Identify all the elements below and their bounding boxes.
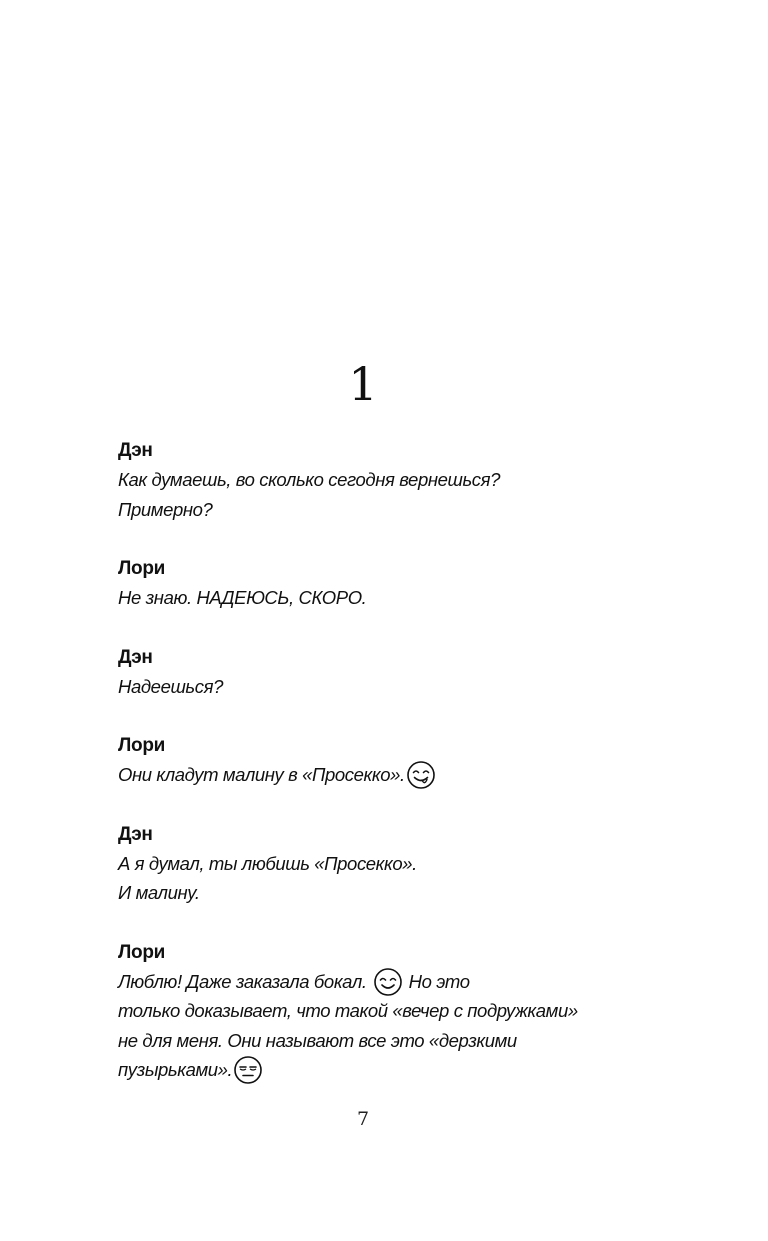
- message-line: не для меня. Они называют все это «дерзкими: [118, 1029, 517, 1051]
- speaker-name: Дэн: [118, 646, 153, 668]
- message-line: Как думаешь, во сколько сегодня вернешься?: [118, 469, 501, 490]
- speaker-name: Дэн: [118, 823, 153, 845]
- smiling-face-icon: [373, 967, 403, 997]
- dialogue-entry: [118, 731, 638, 790]
- speaker-name: Дэн: [118, 440, 153, 461]
- message-line: только доказывает, что такой «вечер с подружками»: [118, 1000, 578, 1021]
- message-text: Они кладут малину в «Просекко».: [118, 764, 405, 785]
- chapter-number: 1: [348, 357, 378, 411]
- dialogue: [118, 436, 638, 1085]
- message-text: пузырьками».: [118, 1059, 233, 1080]
- message-line: Примерно?: [118, 498, 213, 520]
- yum-face-icon: [406, 760, 436, 790]
- dialogue-entry: [118, 436, 638, 524]
- dialogue-entry: [118, 643, 638, 702]
- message-line: [118, 760, 638, 790]
- message-line: Не знаю. НАДЕЮСЬ, СКОРО.: [118, 587, 367, 608]
- page-number: 7: [356, 1108, 370, 1130]
- message-line: [118, 967, 638, 997]
- dialogue-entry: [118, 938, 638, 1085]
- message-line: И малину.: [118, 882, 200, 903]
- dialogue-entry: [118, 554, 638, 613]
- speaker-name: Лори: [118, 558, 166, 579]
- dialogue-entry: [118, 820, 638, 908]
- message-line: [118, 1055, 638, 1085]
- message-text: Но это: [408, 970, 470, 992]
- speaker-name: Лори: [118, 941, 166, 963]
- message-text: Люблю! Даже заказала бокал.: [118, 970, 367, 992]
- message-line: Надеешься?: [118, 675, 223, 697]
- speaker-name: Лори: [118, 735, 166, 756]
- unamused-face-icon: [233, 1055, 263, 1085]
- message-line: А я думал, ты любишь «Просекко».: [118, 852, 417, 874]
